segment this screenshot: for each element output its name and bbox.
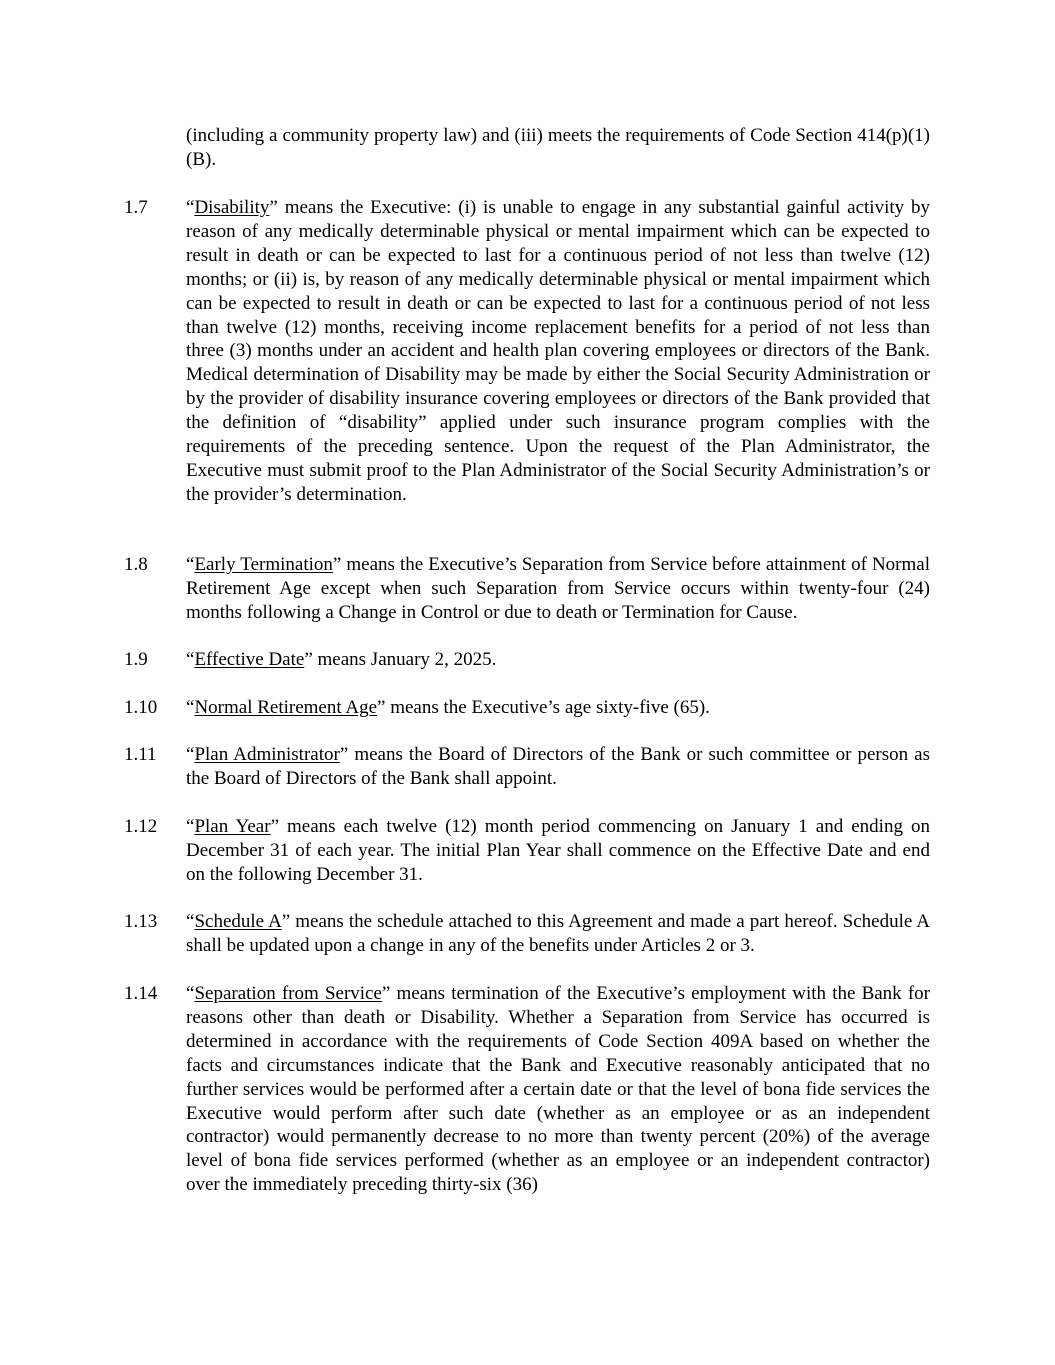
section-number: 1.8 xyxy=(124,554,148,575)
section-body: “Schedule A” means the schedule attached to this Agreement and made a part hereof. Schedule A shall be updated upon a change in any of the benefits under Articles 2 or 3. xyxy=(186,911,930,956)
definition-text: means each twelve (12) month period commencing on January 1 and ending on December 31 of each year. The initial Plan Year shall commence on the Effective Date and end on the following December 31. xyxy=(186,816,930,885)
section-number: 1.10 xyxy=(124,697,158,718)
section-1-9 xyxy=(124,648,930,672)
section-number: 1.13 xyxy=(124,911,158,932)
section-number: 1.11 xyxy=(124,744,157,765)
section-number: 1.9 xyxy=(124,649,148,670)
definition-text: means termination of the Executive’s employment with the Bank for reasons other than death or Disability. Whether a Separation from Service has occurred is determined in accordance with the requirements of Code Section 409A based on whether the facts and circumstances indicate that the Bank and Executive reasonably anticipated that no further services would be performed after a certain date or that the level of bona fide services the Executive would perform after such date (whether as an employee or as an independent contractor) would permanently decrease to no more than twenty percent (20%) of the average level of bona fide services performed (whether as an employee or an independent contractor) over the immediately preceding thirty-six (36) xyxy=(186,983,930,1196)
continued-paragraph: (including a community property law) and (iii) meets the requirements of Code Section 414(p)(1)(B). xyxy=(186,125,930,170)
section-1-10 xyxy=(124,696,930,720)
defined-term: Effective Date xyxy=(194,649,305,670)
definition-text: means the schedule attached to this Agreement and made a part hereof. Schedule A shall be updated upon a change in any of the benefits under Articles 2 or 3. xyxy=(186,911,930,956)
section-number: 1.7 xyxy=(124,197,148,218)
definition-text: means the Executive’s age sixty-five (65). xyxy=(385,697,710,718)
section-body: “Plan Year” means each twelve (12) month period commencing on January 1 and ending on December 31 of each year. The initial Plan Year shall commence on the Effective Date and end on the following December 31. xyxy=(186,816,930,885)
defined-term: Normal Retirement Age xyxy=(194,697,377,718)
defined-term: Early Termination xyxy=(194,554,333,575)
definition-text: means January 2, 2025. xyxy=(312,649,497,670)
defined-term: Plan Year xyxy=(194,816,271,837)
section-1-14 xyxy=(124,982,930,1197)
section-body: “Disability” means the Executive: (i) is unable to engage in any substantial gainful activity by reason of any medically determinable physical or mental impairment which can be expected to result in death or can be expected to last for a continuous period of not less than twelve (12) months; or (ii) is, by reason of any medically determinable physical or mental impairment which can be expected to result in death or can be expected to last for a continuous period of not less than twelve (12) months, receiving income replacement benefits for a period of not less than three (3) months under an accident and health plan covering employees or directors of the Bank. Medical determination of Disability may be made by either the Social Security Administration or by the provider of disability insurance covering employees or directors of the Bank provided that the definition of “disability” applied under such insurance program complies with the requirements of the preceding sentence. Upon the request of the Plan Administrator, the Executive must submit proof to the Plan Administrator of the Social Security Administration’s or the provider’s determination. xyxy=(186,197,930,505)
section-1-11 xyxy=(124,743,930,791)
section-body: “Plan Administrator” means the Board of Directors of the Bank or such committee or person as the Board of Directors of the Bank shall appoint. xyxy=(186,744,931,789)
definition-text: means the Board of Directors of the Bank or such committee or person as the Board of Directors of the Bank shall appoint. xyxy=(186,744,931,789)
section-1-8 xyxy=(124,553,930,625)
section-1-13 xyxy=(124,910,930,958)
defined-term: Plan Administrator xyxy=(194,744,340,765)
defined-term: Separation from Service xyxy=(194,983,382,1004)
section-number: 1.12 xyxy=(124,816,158,837)
defined-term: Disability xyxy=(194,197,270,218)
section-body: “Early Termination” means the Executive’s Separation from Service before attainment of Normal Retirement Age except when such Separation from Service occurs within twenty-four (24) months following a Change in Control or due to death or Termination for Cause. xyxy=(186,554,931,623)
section-body: “Normal Retirement Age” means the Executive’s age sixty-five (65). xyxy=(186,697,710,718)
definition-text: means the Executive: (i) is unable to engage in any substantial gainful activity by reason of any medically determinable physical or mental impairment which can be expected to result in death or can be expected to last for a continuous period of not less than twelve (12) months; or (ii) is, by reason of any medically determinable physical or mental impairment which can be expected to result in death or can be expected to last for a continuous period of not less than twelve (12) months, receiving income replacement benefits for a period of not less than three (3) months under an accident and health plan covering employees or directors of the Bank. Medical determination of Disability may be made by either the Social Security Administration or by the provider of disability insurance covering employees or directors of the Bank provided that the definition of “disability” applied under such insurance program complies with the requirements of the preceding sentence. Upon the request of the Plan Administrator, the Executive must submit proof to the Plan Administrator of the Social Security Administration’s or the provider’s determination. xyxy=(186,197,930,505)
defined-term: Schedule A xyxy=(194,911,282,932)
definition-text: means the Executive’s Separation from Service before attainment of Normal Retirement Age except when such Separation from Service occurs within twenty-four (24) months following a Change in Control or due to death or Termination for Cause. xyxy=(186,554,931,623)
section-body: “Effective Date” means January 2, 2025. xyxy=(186,649,497,670)
section-1-7 xyxy=(124,196,930,507)
section-body: “Separation from Service” means termination of the Executive’s employment with the Bank for reasons other than death or Disability. Whether a Separation from Service has occurred is determined in accordance with the requirements of Code Section 409A based on whether the facts and circumstances indicate that the Bank and Executive reasonably anticipated that no further services would be performed after a certain date or that the level of bona fide services the Executive would perform after such date (whether as an employee or as an independent contractor) would permanently decrease to no more than twenty percent (20%) of the average level of bona fide services performed (whether as an employee or an independent contractor) over the immediately preceding thirty-six (36) xyxy=(186,983,930,1196)
section-number: 1.14 xyxy=(124,983,158,1004)
section-1-12 xyxy=(124,815,930,887)
